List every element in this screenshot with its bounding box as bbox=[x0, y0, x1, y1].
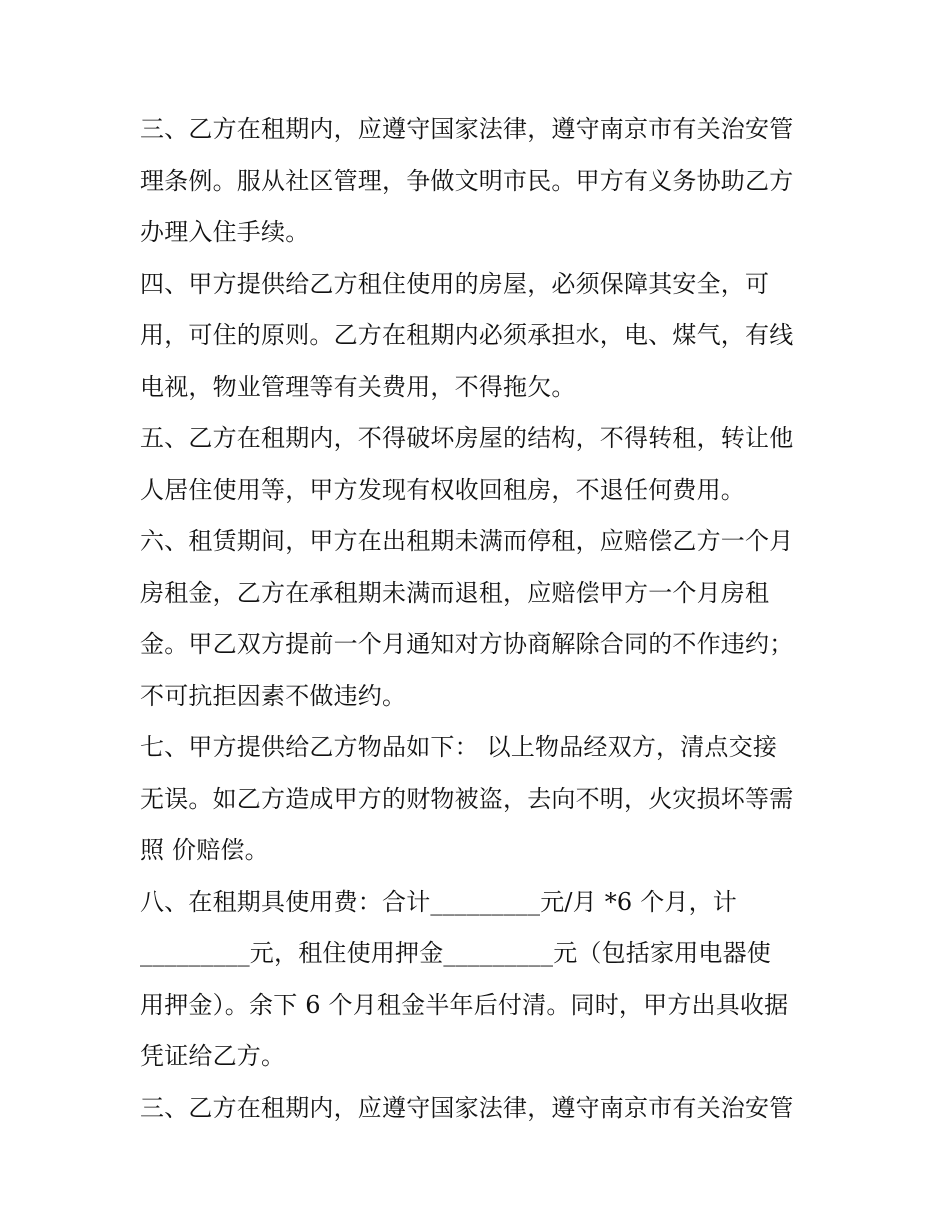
text-line: 人居住使用等，甲方发现有权收回租房，不退任何费用。 bbox=[140, 475, 745, 504]
text-line: 八、在租期具使用费：合计_________元/月 *6 个月，计 bbox=[140, 887, 738, 916]
text-line: 三、乙方在租期内，应遵守国家法律，遵守南京市有关治安管 bbox=[140, 1093, 794, 1122]
text-line: 三、乙方在租期内，应遵守国家法律，遵守南京市有关治安管 bbox=[140, 115, 794, 143]
text-line: 理条例。服从社区管理，争做文明市民。甲方有义务协助乙方 bbox=[140, 166, 794, 195]
text-line: 照 价赔偿。 bbox=[140, 836, 269, 864]
document-body bbox=[140, 104, 820, 1134]
text-line: 凭证给乙方。 bbox=[140, 1042, 286, 1070]
text-line: _________元，租住使用押金_________元（包括家用电器使 bbox=[140, 939, 771, 967]
text-line: 不可抗拒因素不做违约。 bbox=[140, 681, 407, 710]
text-line: 无误。如乙方造成甲方的财物被盗，去向不明，火灾损坏等需 bbox=[140, 784, 794, 813]
text-line: 房租金，乙方在承租期未满而退租，应赔偿甲方一个月房租 bbox=[140, 578, 770, 607]
text-line: 六、租赁期间，甲方在出租期未满而停租，应赔偿乙方一个月 bbox=[140, 527, 794, 555]
text-line: 金。甲乙双方提前一个月通知对方协商解除合同的不作违约； bbox=[140, 630, 794, 658]
text-line: 用押金）。余下 6 个月租金半年后付清。同时，甲方出具收据 bbox=[140, 990, 789, 1019]
text-line: 五、乙方在租期内，不得破坏房屋的结构，不得转租，转让他 bbox=[140, 424, 794, 452]
text-line: 七、甲方提供给乙方物品如下： 以上物品经双方，清点交接 bbox=[140, 733, 778, 761]
text-line: 用，可住的原则。乙方在租期内必须承担水，电、煤气，有线 bbox=[140, 321, 794, 349]
text-line: 电视，物业管理等有关费用，不得拖欠。 bbox=[140, 372, 576, 401]
text-line: 办理入住手续。 bbox=[140, 218, 310, 246]
text-line: 四、甲方提供给乙方租住使用的房屋，必须保障其安全，可 bbox=[140, 269, 770, 298]
